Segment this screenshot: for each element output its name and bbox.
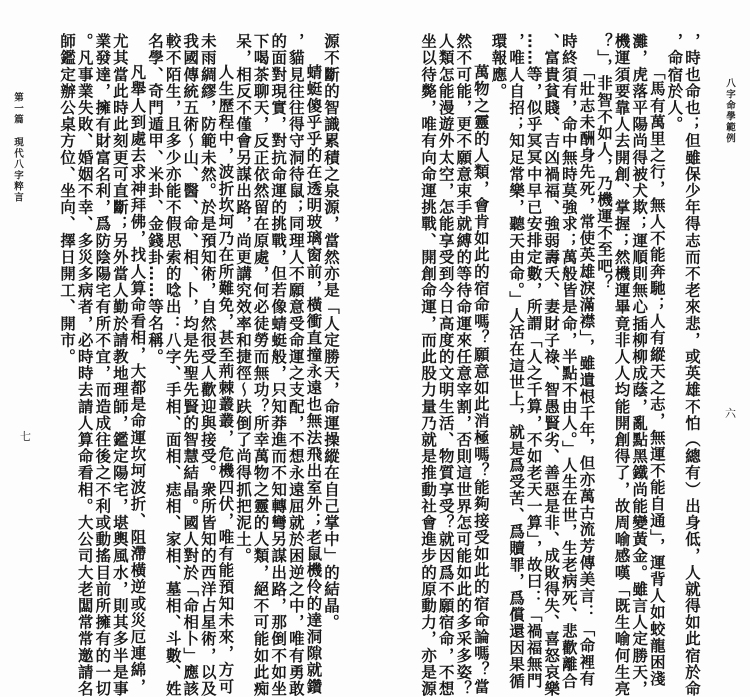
text-column: ，時也命也；但雖保少年得志而不老來悲，或英雄不怕（總有）出身低，人就得如此宿於命 [683, 33, 701, 697]
text-column: 時終須有，命中無時莫強求；萬般皆是命，半點不由人。」人生在世，生老病死、悲歡離合 [559, 33, 578, 690]
text-column: 然不可能，更不願意束手就縛的等待命運來任意宰割，否則這世界怎可能如此的多采多姿？ [454, 33, 473, 697]
footer-title: 現代八字粹言 [12, 137, 23, 203]
footer-section: 第一篇 [12, 92, 23, 125]
text-column: ？」，非智不如人，乃機運不至吧？ [595, 33, 614, 291]
text-column: 尤其當此時此刻更可直斷；另外當人勤於請教地理師，鑑定陽宅，堪輿風水，則其多半是事 [110, 33, 129, 697]
text-column: 人類怎能漫遊外太空，怎能享受到今日高度的文明生活、物質享受？就因爲不願宿命，不想 [436, 33, 455, 697]
text-column: 凡舉人到處去求神拜佛，找人算命看相，大都是命運坎坷波折、阻滯橫逆或災厄連綿， [128, 64, 147, 695]
page-number: 七 [20, 430, 31, 443]
text-column: 環報應。 [489, 33, 508, 100]
text-column: ，唯人自招；知足常樂，聽天由命。」人活在這世上，就是爲受苦、爲贖罪，爲償還因果循 [507, 33, 526, 690]
text-column: 機運須要靠人去開創、掌握；然機運畢竟非人人均能開創得了，故周喻感嘆「既生喻何生亮 [612, 33, 631, 697]
text-column: 我國傳統五術～山、醫、命、相、卜，均是先聖先賢的智慧結晶。國人對於「命相卜」應該 [181, 33, 200, 697]
text-column: 呆，相反不僅會另謀出路，尚更講究效率和捷徑～趺倒了尚得抓把泥土。 [234, 33, 253, 565]
text-column: 未雨綢繆，防範未然。於是預知術，自然很受人歡迎與接受。衆所皆知的西洋占星術，以及 [198, 33, 217, 697]
text-column: 灘，虎落平陽尚得被犬欺；運順則無心插柳柳成蔭，亂點黑鐵尚能變黃金。雖言人定勝天， [630, 33, 649, 697]
text-column: 業發達，擁有財富名利，爲防陰陽宅有所不宜，而造成往後之不利或動搖目前所擁有的一切 [93, 33, 112, 697]
text-column: 名學、奇門遁甲、米卦、金錢卦……等名稱。 [146, 33, 165, 365]
text-column: 較不陌生，且多少亦能不假思索的唸出：八字、手相、面相、痣相、家相、墓相、斗數、姓 [163, 33, 182, 697]
text-column: 萬物之靈的人類，會肯如此的宿命嗎？願意如此消極嗎？能夠接受如此的宿命論嗎？當 [471, 64, 490, 695]
text-column: 蜻蜓傻乎乎的在透明玻璃窗前，橫衝直撞永遠也無法飛出室外；老鼠機伶的達洞隙就鑽 [304, 64, 323, 695]
text-column: 坐以待斃，唯有向命運挑戰、開創命運，而此股力量乃就是推動社會進步的原動力，亦是源 [419, 33, 438, 697]
right-page [375, 0, 750, 697]
text-column: ……等，似乎冥冥中早已安排定數，所謂「人之千算，不如老天一算」，故曰：「禍福無門 [524, 33, 543, 690]
text-column: 下喝茶聊天，反正依然留在原處，何必徒勞而無功？所幸萬物之靈的人類，絕不可能如此痴 [251, 33, 270, 697]
text-column: 的面對現實，對抗命運的挑戰，但若像蜻蜓般，只知莽進而不知轉彎另謀出路，那倒不如坐 [269, 33, 288, 697]
page-number: 六 [725, 407, 736, 420]
running-header: 八字命學範例 [724, 78, 735, 144]
text-column: 源不斷的智識累積之泉源，當然亦是「人定勝天，命運操縱在自己掌中」的結晶。 [322, 33, 340, 631]
running-footer [10, 92, 24, 203]
text-column: ，貓見往往得守洞待鼠；同理人不願意受命運之支配，不想永遠屈就於困逆之中，唯有勇敢 [286, 33, 305, 697]
text-column: 、富貴貧賤、吉凶禍福、強弱壽夭、妻財子祿、智愚賢劣、善惡是非、成敗得失、喜怒哀樂 [542, 33, 561, 697]
text-column: 人生歷程中，波折坎坷乃在所難免，甚至荊棘叢叢，危機四伏，唯有能預知未來，方可 [216, 64, 235, 695]
text-column: 「馬有萬里之行，無人不能奔馳；人有縱天之志，無運不能自通」，運背人如蛟龍困淺 [647, 64, 666, 688]
right-page-body [419, 33, 701, 697]
left-page-body [58, 33, 340, 697]
text-column: ，命宿於人。 [665, 33, 684, 133]
text-column: 。凡事業失敗、婚姻不幸、多災多病者，必時時去請人算命看相。大公司大老闆常常邀請名 [75, 33, 94, 697]
text-column: 師鑑定辦公桌方位、坐向、擇日開工、開市。 [58, 33, 77, 365]
text-column: 「壯志未酬身先死，常使英雄淚滿襟」，雖遺恨千年，但亦萬古流芳傳美言：「命裡有 [577, 64, 596, 688]
